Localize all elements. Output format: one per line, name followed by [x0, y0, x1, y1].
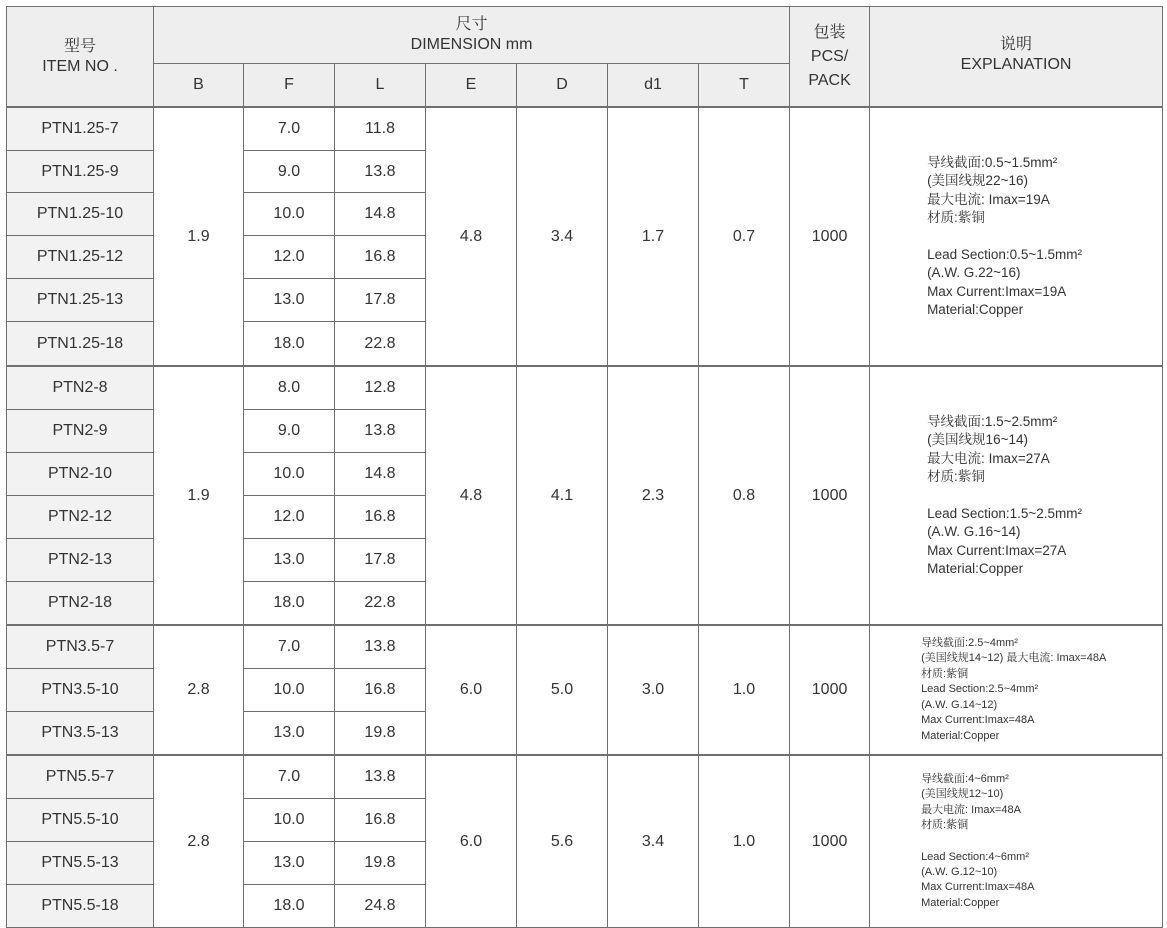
- e-cell: 6.0: [426, 625, 517, 755]
- item-no-cell: PTN1.25-7: [7, 107, 154, 151]
- item-no-cell: PTN1.25-18: [7, 322, 154, 367]
- l-cell: 22.8: [335, 582, 426, 626]
- l-cell: 19.8: [335, 842, 426, 885]
- explanation-cell: [870, 366, 1163, 625]
- explanation-cell: [870, 755, 1163, 928]
- explanation-spacer: [921, 834, 1162, 850]
- col-header-l: L: [335, 64, 426, 108]
- f-cell: 13.0: [244, 279, 335, 322]
- f-cell: 13.0: [244, 712, 335, 756]
- item-no-cell: PTN1.25-12: [7, 236, 154, 279]
- explanation-line: Lead Section:1.5~2.5mm²: [927, 505, 1083, 521]
- l-cell: 16.8: [335, 496, 426, 539]
- explanation-line: Max Current:Imax=19A: [927, 283, 1067, 299]
- l-cell: 24.8: [335, 885, 426, 928]
- explanation-line: (美国线规12~10): [921, 788, 1004, 801]
- f-cell: 12.0: [244, 236, 335, 279]
- item-no-cell: PTN5.5-18: [7, 885, 154, 928]
- explanation-line: Max Current:Imax=48A: [921, 714, 1035, 727]
- explanation-line: 最大电流: Imax=19A: [927, 191, 1050, 207]
- l-cell: 17.8: [335, 279, 426, 322]
- l-cell: 13.8: [335, 625, 426, 669]
- b-cell: 1.9: [154, 107, 244, 366]
- l-cell: 11.8: [335, 107, 426, 151]
- pack-header-en-2: PACK: [808, 71, 851, 89]
- t-cell: 0.7: [699, 107, 790, 366]
- f-cell: 18.0: [244, 582, 335, 626]
- dimension-header: [154, 7, 790, 64]
- f-cell: 10.0: [244, 799, 335, 842]
- item-no-cell: PTN2-8: [7, 366, 154, 410]
- item-no-cell: PTN5.5-13: [7, 842, 154, 885]
- table-body: [7, 107, 1163, 928]
- d1-cell: 3.0: [608, 625, 699, 755]
- item-no-cell: PTN2-13: [7, 539, 154, 582]
- f-cell: 9.0: [244, 410, 335, 453]
- l-cell: 19.8: [335, 712, 426, 756]
- explanation-line: Lead Section:4~6mm²: [921, 850, 1029, 863]
- f-cell: 7.0: [244, 755, 335, 799]
- l-cell: 16.8: [335, 799, 426, 842]
- explanation-spacer: [927, 228, 1162, 246]
- d1-cell: 1.7: [608, 107, 699, 366]
- e-cell: 4.8: [426, 107, 517, 366]
- explanation-header-cn: 说明: [1000, 36, 1033, 53]
- col-header-f: F: [244, 64, 335, 108]
- item-no-cell: PTN3.5-10: [7, 669, 154, 712]
- d-cell: 5.6: [517, 755, 608, 928]
- f-cell: 7.0: [244, 107, 335, 151]
- item-no-cell: PTN5.5-7: [7, 755, 154, 799]
- b-cell: 1.9: [154, 366, 244, 625]
- explanation-header: [870, 7, 1163, 108]
- explanation-line: (A.W. G.12~10): [921, 865, 998, 878]
- item-no-cell: PTN3.5-13: [7, 712, 154, 756]
- col-header-b: B: [154, 64, 244, 108]
- table-header: [7, 7, 1163, 108]
- f-cell: 18.0: [244, 885, 335, 928]
- item-no-cell: PTN2-18: [7, 582, 154, 626]
- pack-cell: 1000: [790, 755, 870, 928]
- d-cell: 4.1: [517, 366, 608, 625]
- f-cell: 10.0: [244, 669, 335, 712]
- l-cell: 13.8: [335, 755, 426, 799]
- t-cell: 0.8: [699, 366, 790, 625]
- explanation-header-en: EXPLANATION: [960, 56, 1072, 73]
- l-cell: 22.8: [335, 322, 426, 367]
- d-cell: 5.0: [517, 625, 608, 755]
- item-no-cell: PTN5.5-10: [7, 799, 154, 842]
- table-row: [7, 625, 1163, 669]
- t-cell: 1.0: [699, 625, 790, 755]
- explanation-line: Lead Section:2.5~4mm²: [921, 683, 1039, 696]
- item-no-cell: PTN2-12: [7, 496, 154, 539]
- col-header-d1: d1: [608, 64, 699, 108]
- item-no-header-cn: 型号: [63, 37, 96, 55]
- pack-cell: 1000: [790, 625, 870, 755]
- f-cell: 10.0: [244, 453, 335, 496]
- explanation-line: 导线截面:4~6mm²: [921, 772, 1009, 785]
- explanation-line: 材质:紫铜: [927, 469, 985, 484]
- explanation-line: (A.W. G.16~14): [927, 524, 1021, 539]
- explanation-line: Material:Copper: [927, 302, 1024, 317]
- dimension-header-cn: 尺寸: [455, 16, 488, 33]
- f-cell: 18.0: [244, 322, 335, 367]
- table-row: [7, 107, 1163, 151]
- explanation-line: (A.W. G.22~16): [927, 265, 1021, 280]
- explanation-line: (美国线规16~14): [927, 432, 1028, 447]
- explanation-cell: [870, 625, 1163, 755]
- col-header-t: T: [699, 64, 790, 108]
- explanation-line: 材质:紫铜: [921, 667, 969, 680]
- explanation-line: 材质:紫铜: [927, 210, 985, 225]
- f-cell: 10.0: [244, 193, 335, 236]
- explanation-line: 导线截面:2.5~4mm²: [921, 637, 1018, 650]
- explanation-line: 导线截面:1.5~2.5mm²: [927, 413, 1058, 429]
- explanation-line: (A.W. G.14~12): [921, 698, 998, 711]
- spec-table: [6, 6, 1163, 928]
- f-cell: 7.0: [244, 625, 335, 669]
- explanation-line: Material:Copper: [921, 729, 1000, 742]
- l-cell: 13.8: [335, 151, 426, 193]
- explanation-spacer: [927, 487, 1162, 505]
- l-cell: 14.8: [335, 453, 426, 496]
- d1-cell: 2.3: [608, 366, 699, 625]
- explanation-line: 材质:紫铜: [921, 819, 969, 832]
- explanation-line: Max Current:Imax=27A: [927, 542, 1067, 558]
- item-no-cell: PTN1.25-10: [7, 193, 154, 236]
- explanation-line: Material:Copper: [927, 561, 1024, 576]
- col-header-d: D: [517, 64, 608, 108]
- f-cell: 9.0: [244, 151, 335, 193]
- f-cell: 13.0: [244, 539, 335, 582]
- item-no-header-en: ITEM NO .: [42, 57, 118, 75]
- table-row: [7, 755, 1163, 799]
- pack-cell: 1000: [790, 107, 870, 366]
- d1-cell: 3.4: [608, 755, 699, 928]
- l-cell: 14.8: [335, 193, 426, 236]
- explanation-line: 最大电流: Imax=48A: [921, 803, 1022, 816]
- e-cell: 4.8: [426, 366, 517, 625]
- item-no-cell: PTN2-10: [7, 453, 154, 496]
- l-cell: 16.8: [335, 669, 426, 712]
- table-row: [7, 366, 1163, 410]
- explanation-line: Material:Copper: [921, 896, 1000, 909]
- item-no-cell: PTN3.5-7: [7, 625, 154, 669]
- t-cell: 1.0: [699, 755, 790, 928]
- f-cell: 12.0: [244, 496, 335, 539]
- dimension-header-en: DIMENSION mm: [410, 36, 533, 53]
- explanation-line: Lead Section:0.5~1.5mm²: [927, 246, 1083, 262]
- d-cell: 3.4: [517, 107, 608, 366]
- explanation-cell: [870, 107, 1163, 366]
- explanation-line: 导线截面:0.5~1.5mm²: [927, 154, 1058, 170]
- explanation-line: (美国线规14~12) 最大电流: Imax=48A: [921, 652, 1107, 665]
- item-no-header: [7, 7, 154, 108]
- pack-cell: 1000: [790, 366, 870, 625]
- e-cell: 6.0: [426, 755, 517, 928]
- item-no-cell: PTN1.25-13: [7, 279, 154, 322]
- explanation-line: (美国线规22~16): [927, 173, 1028, 188]
- l-cell: 16.8: [335, 236, 426, 279]
- f-cell: 8.0: [244, 366, 335, 410]
- pack-header-en-1: PCS/: [810, 47, 849, 65]
- explanation-line: Max Current:Imax=48A: [921, 881, 1035, 894]
- item-no-cell: PTN2-9: [7, 410, 154, 453]
- b-cell: 2.8: [154, 625, 244, 755]
- f-cell: 13.0: [244, 842, 335, 885]
- l-cell: 12.8: [335, 366, 426, 410]
- pack-header-cn: 包装: [813, 23, 846, 41]
- pack-header: [790, 7, 870, 108]
- item-no-cell: PTN1.25-9: [7, 151, 154, 193]
- l-cell: 17.8: [335, 539, 426, 582]
- col-header-e: E: [426, 64, 517, 108]
- l-cell: 13.8: [335, 410, 426, 453]
- explanation-line: 最大电流: Imax=27A: [927, 450, 1050, 466]
- b-cell: 2.8: [154, 755, 244, 928]
